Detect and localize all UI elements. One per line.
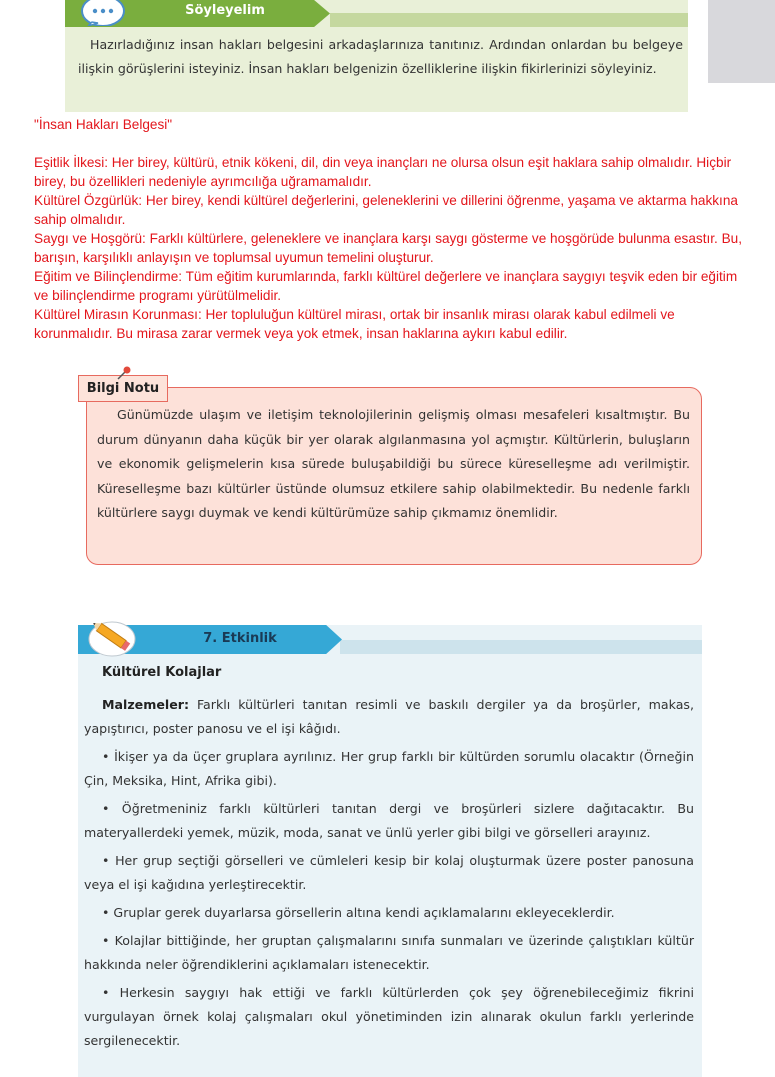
activity-step: • Her grup seçtiği görselleri ve cümleleri kesip bir kolaj oluşturmak üzere poster panosuna veya el işi kağıdına yerleştirecektir. xyxy=(84,853,694,892)
soyleyelim-strip xyxy=(330,13,688,27)
activity-step: • Herkesin saygıyı hak ettiği ve farklı kültürlerden çok şey öğrenebileceğimiz fikrini vurgulayan örnek kolaj çalışmaları okul yönetiminden izin alınarak okulun farklı yerlerinde sergilenecektir. xyxy=(84,985,694,1048)
materials-label: Malzemeler: xyxy=(102,697,189,712)
page-tab xyxy=(708,0,775,83)
info-note-label: Bilgi Notu xyxy=(78,375,168,402)
info-note-text xyxy=(97,403,690,526)
activity-step: • Öğretmeniniz farklı kültürleri tanıtan dergi ve broşürleri sizlere dağıtacaktır. Bu materyallerdeki yemek, müzik, moda, sanat ve ünlü yerler gibi bilgi ve görselleri arayınız. xyxy=(84,801,694,840)
activity-step: • Gruplar gerek duyarlarsa görsellerin altına kendi açıklamalarını ekleyeceklerdir. xyxy=(102,905,615,920)
materials-text: Farklı kültürleri tanıtan resimli ve baskılı dergiler ya da broşürler, makas, yapıştırıcı, poster panosu ve el işi kâğıdı. xyxy=(84,697,694,736)
materials-paragraph xyxy=(84,693,694,741)
soyleyelim-text xyxy=(78,33,683,81)
human-rights-item: Eğitim ve Bilinçlendirme: Tüm eğitim kurumlarında, farklı kültürel değerlere ve inançlara saygıyı teşvik eden bir eğitim ve bilinçlendirme programı yürütülmelidir. xyxy=(34,269,738,303)
soyleyelim-title: Söyleyelim xyxy=(185,3,265,18)
activity-step: • Kolajlar bittiğinde, her gruptan çalışmalarını sınıfa sunmaları ve üzerinde çalıştıkları kültür hakkında neler öğrendiklerini açıklamaları istenecektir. xyxy=(84,933,694,972)
human-rights-document xyxy=(34,115,744,343)
activity-step: • İkişer ya da üçer gruplara ayrılınız. Her grup farklı bir kültürden sorumlu olacaktır (Örneğin Çin, Meksika, Hint, Afrika gibi). xyxy=(84,749,694,788)
activity-strip xyxy=(340,640,702,654)
activity-title: 7. Etkinlik xyxy=(203,631,277,646)
speech-bubble-icon xyxy=(80,0,126,26)
human-rights-item: Eşitlik İlkesi: Her birey, kültürü, etnik kökeni, dil, din veya inançları ne olursa olsun eşit haklara sahip olmalıdır. Hiçbir birey, bu özellikleri nedeniyle ayrımcılığa uğramamalıdır. xyxy=(34,155,732,189)
human-rights-item: Saygı ve Hoşgörü: Farklı kültürlere, geleneklere ve inançlara karşı saygı gösterme ve hoşgörüde bulunma esastır. Bu, barışın, karşılıklı anlayışın ve toplumsal uyumun temelini oluşturur. xyxy=(34,231,742,265)
pencil-icon xyxy=(88,619,140,657)
human-rights-item: Kültürel Özgürlük: Her birey, kendi kültürel değerlerini, geleneklerini ve dillerini öğrenme, yaşama ve aktarma hakkına sahip olmalıdır. xyxy=(34,193,738,227)
spacer xyxy=(34,134,744,153)
activity-body xyxy=(84,693,694,1057)
soyleyelim-paragraph: Hazırladığınız insan hakları belgesini arkadaşlarınıza tanıtınız. Ardından onlardan bu belgeye ilişkin görüşlerini isteyiniz. İnsan hakları belgenizin özelliklerine ilişkin fikirlerinizi söyleyiniz. xyxy=(78,37,683,76)
human-rights-item: Kültürel Mirasın Korunması: Her topluluğun kültürel mirası, ortak bir insanlık mirası olarak kabul edilmeli ve korunmalıdır. Bu mirasa zarar vermek veya yok etmek, insan haklarına aykırı kabul edilir. xyxy=(34,307,675,341)
pushpin-icon xyxy=(116,366,134,380)
activity-heading: Kültürel Kolajlar xyxy=(102,665,222,680)
human-rights-title: "İnsan Hakları Belgesi" xyxy=(34,117,173,132)
info-note-paragraph: Günümüzde ulaşım ve iletişim teknolojilerinin gelişmiş olması mesafeleri kısaltmıştır. Bu durum dünyanın daha küçük bir yer olarak algılanmasına yol açmıştır. Kültürlerin, buluşların ve ekonomik gelişmelerin kısa sürede buluşabildiği bu sürece küreselleşme adı verilmiştir. Küreselleşme bazı kültürler üstünde olumsuz etkilere sahip olabilmektedir. Bu nedenle farklı kültürlere saygı duymak ve kendi kültürümüze sahip çıkmamız önemlidir. xyxy=(97,407,690,520)
